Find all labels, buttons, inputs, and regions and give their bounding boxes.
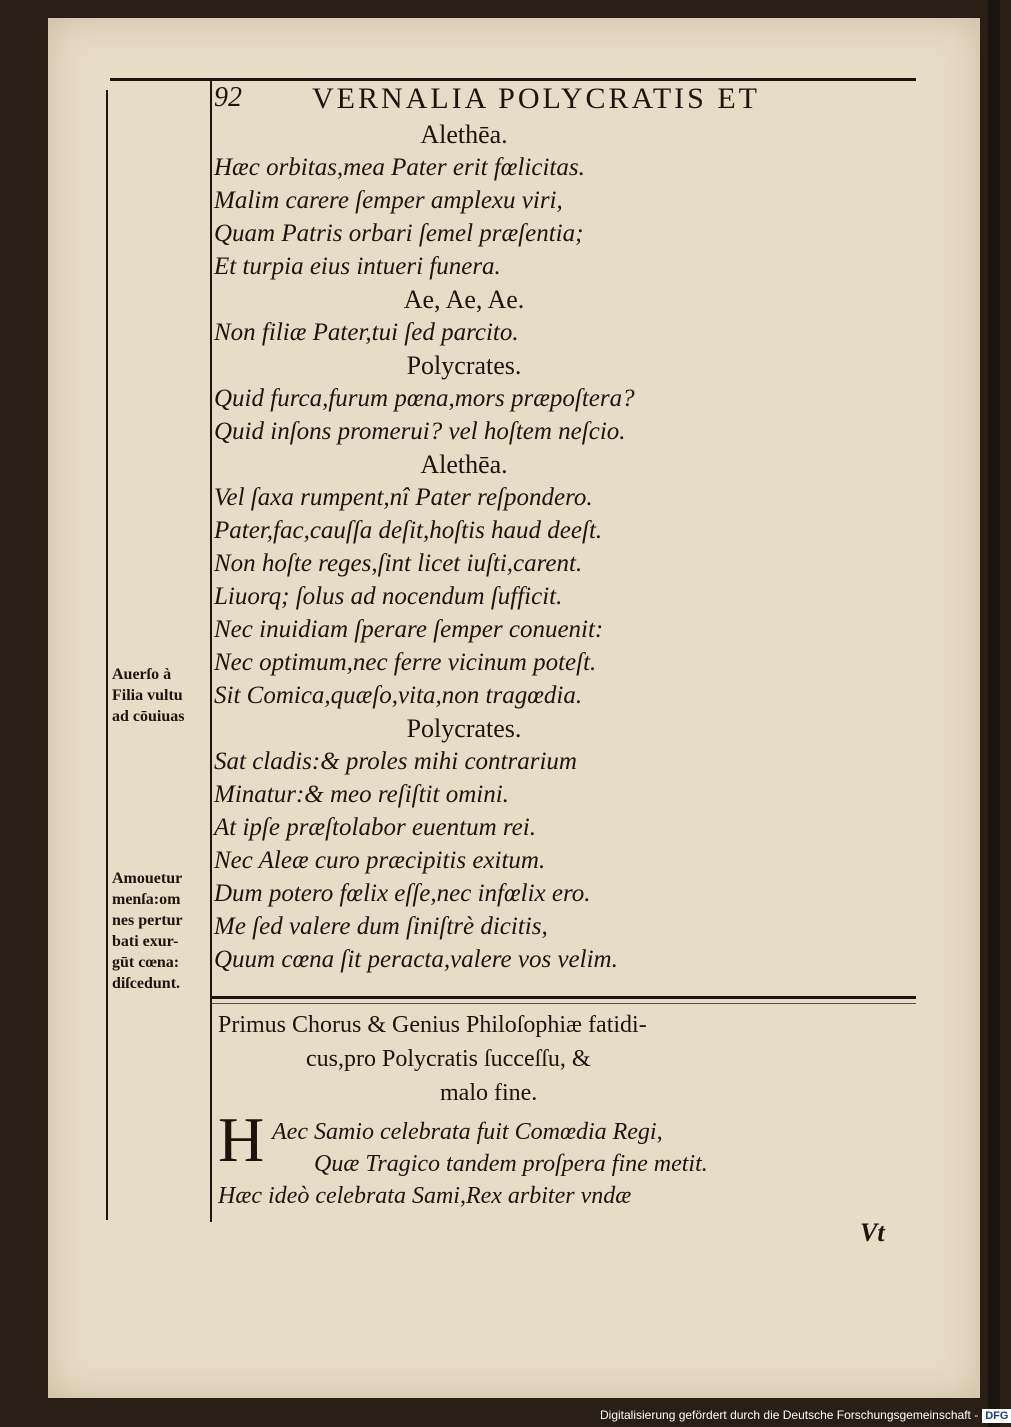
speaker-heading: Polycrates. [406, 714, 522, 743]
catchword: Vt [860, 1218, 885, 1247]
verse-line: Dum potero fœlix eſſe,nec infœlix ero. [214, 880, 591, 907]
running-head [214, 82, 914, 116]
chorus-line: Quæ Tragico tandem proſpera fine metit. [314, 1151, 708, 1177]
chorus-heading [218, 1008, 898, 1110]
top-rule [110, 78, 916, 81]
verse-line: Quum cœna ſit peracta,valere vos velim. [214, 946, 618, 973]
page-number: 92 [214, 82, 242, 113]
marginal-note-line: Auerſo à [112, 666, 172, 683]
chorus-line: Hæc ideò celebrata Sami,Rex arbiter vndæ [218, 1183, 632, 1209]
footer-text: Digitalisierung gefördert durch die Deutsche Forschungsgemeinschaft - [600, 1408, 979, 1422]
margin-rule [210, 80, 212, 1222]
margin-rule-left [106, 90, 108, 1220]
section-rule-thin [212, 1003, 916, 1004]
verse-line: Liuorq; ſolus ad nocendum ſufficit. [214, 583, 563, 610]
verse-line: Quam Patris orbari ſemel præſentia; [214, 220, 584, 247]
marginal-note-2 [112, 868, 210, 994]
dfg-logo-icon: DFG [982, 1409, 1011, 1423]
chorus-heading-line: cus,pro Polycratis ſucceſſu, & [306, 1046, 591, 1072]
verse-line: Quid inſons promerui? vel hoſtem neſcio. [214, 418, 626, 445]
verse-line: Pater,fac,cauſſa deſit,hoſtis haud deeſt. [214, 517, 603, 544]
verse-line: Quid furca,furum pœna,mors præpoſtera? [214, 385, 635, 412]
marginal-note-1 [112, 664, 210, 727]
speaker-heading: Alethēa. [420, 450, 508, 479]
verse-line: Hæc orbitas,mea Pater erit fœlicitas. [214, 154, 585, 181]
marginal-note-line: ad cōuiuas [112, 708, 185, 725]
verse-line: Et turpia eius intueri funera. [214, 253, 501, 280]
speaker-heading: Alethēa. [420, 120, 508, 149]
section-rule [212, 996, 916, 999]
verse-line: Sat cladis:& proles mihi contrarium [214, 748, 577, 775]
verse-line: Nec Aleæ curo præcipitis exitum. [214, 847, 546, 874]
verse-line: Minatur:& meo reſiſtit omini. [214, 781, 509, 808]
speaker-heading: Ae, Ae, Ae. [403, 285, 525, 314]
chorus-heading-line: malo fine. [440, 1080, 538, 1106]
chorus-section [218, 1008, 898, 1209]
marginal-note-line: bati exur- [112, 933, 179, 950]
verse-line: Nec optimum,nec ferre vicinum poteſt. [214, 649, 597, 676]
marginal-note-line: Filia vultu [112, 687, 183, 704]
verse-line: Me ſed valere dum ſiniſtrè dicitis, [214, 913, 548, 940]
marginal-note-line: nes pertur [112, 912, 183, 929]
chorus-heading-line: Primus Chorus & Genius Philoſophiæ fatidi- [218, 1012, 647, 1038]
book-spine [988, 0, 1000, 1427]
marginal-note-line: menſa:om [112, 891, 181, 908]
chorus-line: Aec Samio celebrata fuit Comœdia Regi, [272, 1119, 663, 1145]
drop-cap: H [218, 1104, 265, 1175]
verse-line: Non filiæ Pater,tui ſed parcito. [214, 319, 519, 346]
verse-line: At ipſe præſtolabor euentum rei. [214, 814, 536, 841]
digitization-footer [600, 1408, 1009, 1426]
verse-line: Vel ſaxa rumpent,nî Pater reſpondero. [214, 484, 593, 511]
speaker-heading: Polycrates. [406, 351, 522, 380]
chorus-verse [218, 1116, 898, 1212]
running-title: VERNALIA POLYCRATIS ET [312, 82, 761, 115]
verse-line: Nec inuidiam ſperare ſemper conuenit: [214, 616, 604, 643]
verse-line: Non hoſte reges,ſint licet iuſti,carent. [214, 550, 583, 577]
marginal-note-line: diſcedunt. [112, 975, 181, 992]
verse-line: Malim carere ſemper amplexu viri, [214, 187, 563, 214]
verse-line: Sit Comica,quæſo,vita,non tragœdia. [214, 682, 583, 709]
verse-block [214, 118, 914, 976]
marginal-note-line: Amouetur [112, 870, 183, 887]
marginal-note-line: gūt cœna: [112, 954, 180, 971]
